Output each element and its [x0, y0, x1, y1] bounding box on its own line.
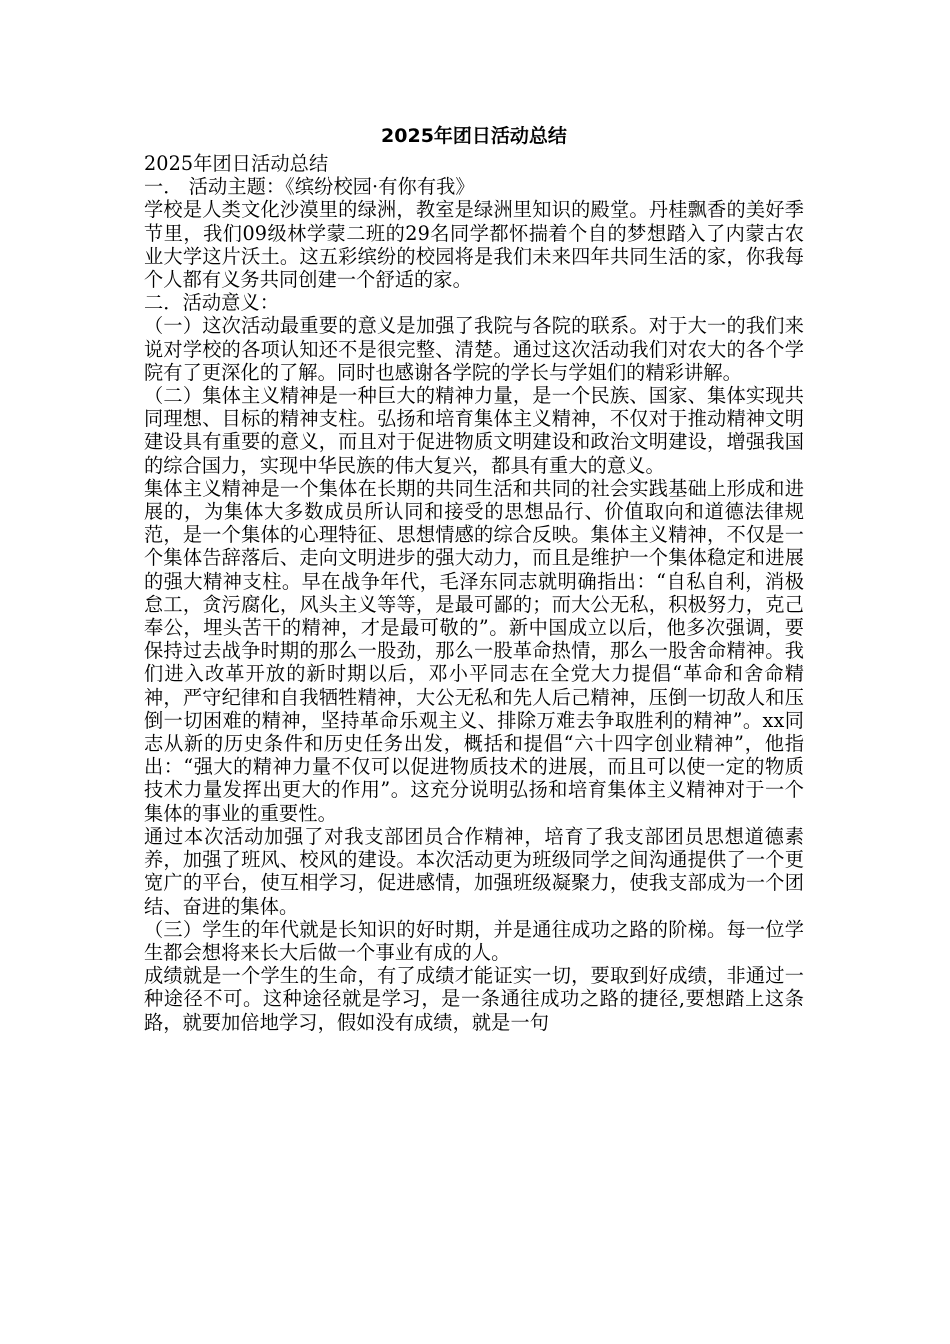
paragraph-intro: 学校是人类文化沙漠里的绿洲，教室是绿洲里知识的殿堂。丹桂飘香的美好季节里，我们09级林学蒙二班的29名同学都怀揣着个自的梦想踏入了内蒙古农业大学这片沃土。这五彩缤纷的校园将是我们未来四年共同生活的家，你我每个人都有义务共同创建一个舒适的家。: [144, 198, 804, 292]
paragraph-significance-3: （三）学生的年代就是长知识的好时期，并是通往成功之路的阶梯。每一位学生都会想将来长大后做一个事业有成的人。: [144, 917, 804, 964]
document-title: 2025年团日活动总结: [381, 125, 567, 147]
section-activity-theme: 一． 活动主题：《缤纷校园·有你有我》: [144, 175, 475, 199]
paragraph-significance-2: （二）集体主义精神是一种巨大的精神力量，是一个民族、国家、集体实现共同理想、目标的精神支柱。弘扬和培育集体主义精神，不仅对于推动精神文明建设具有重要的意义，而且对于促进物质文明建设和政治文明建设，增强我国的综合国力，实现中华民族的伟大复兴，都具有重大的意义。: [144, 384, 804, 477]
document-page: [144, 122, 804, 1034]
paragraph-collectivism: 集体主义精神是一个集体在长期的共同生活和共同的社会实践基础上形成和进展的，为集体大多数成员所认同和接受的思想品行、价值取向和道德法律规范，是一个集体的心理特征、思想情感的综合反映。集体主义精神，不仅是一个集体告辞落后、走向文明进步的强大动力，而且是维护一个集体稳定和进展的强大精神支柱。早在战争年代，毛泽东同志就明确指出：“自私自利，消极怠工，贪污腐化，风头主义等等，是最可鄙的；而大公无私，积极努力，克己奉公，埋头苦干的精神，才是最可敬的”。新中国成立以后，他多次强调，要保持过去战争时期的那么一股劲，那么一股革命热情，那么一股舍命精神。我们进入改革开放的新时期以后，邓小平同志在全党大力提倡“革命和舍命精神，严守纪律和自我牺牲精神，大公无私和先人后己精神，压倒一切敌人和压倒一切困难的精神，坚持革命乐观主义、排除万难去争取胜利的精神”。xx同志从新的历史条件和历史任务出发，概括和提倡“六十四字创业精神”，他指出：“强大的精神力量不仅可以促进物质技术的进展，而且可以使一定的物质技术力量发挥出更大的作用”。这充分说明弘扬和培育集体主义精神对于一个集体的事业的重要性。: [144, 476, 804, 825]
paragraph-significance-1: （一）这次活动最重要的意义是加强了我院与各院的联系。对于大一的我们来说对学校的各项认知还不是很完整、清楚。通过这次活动我们对农大的各个学院有了更深化的了解。同时也感谢各学院的学长与学姐们的精彩讲解。: [144, 314, 804, 384]
paragraph-activity-effect: 通过本次活动加强了对我支部团员合作精神，培育了我支部团员思想道德素养，加强了班风、校风的建设。本次活动更为班级同学之间沟通提供了一个更宽广的平台，使互相学习，促进感情，加强班级凝聚力，使我支部成为一个团结、奋进的集体。: [144, 824, 804, 918]
section-activity-significance: 二．活动意义：: [144, 291, 280, 315]
subtitle-line: 2025年团日活动总结: [144, 152, 329, 175]
paragraph-grades: 成绩就是一个学生的生命，有了成绩才能证实一切，要取到好成绩，非通过一种途径不可。这种途径就是学习，是一条通往成功之路的捷径,要想踏上这条路，就要加倍地学习，假如没有成绩，就是一句: [144, 964, 804, 1034]
